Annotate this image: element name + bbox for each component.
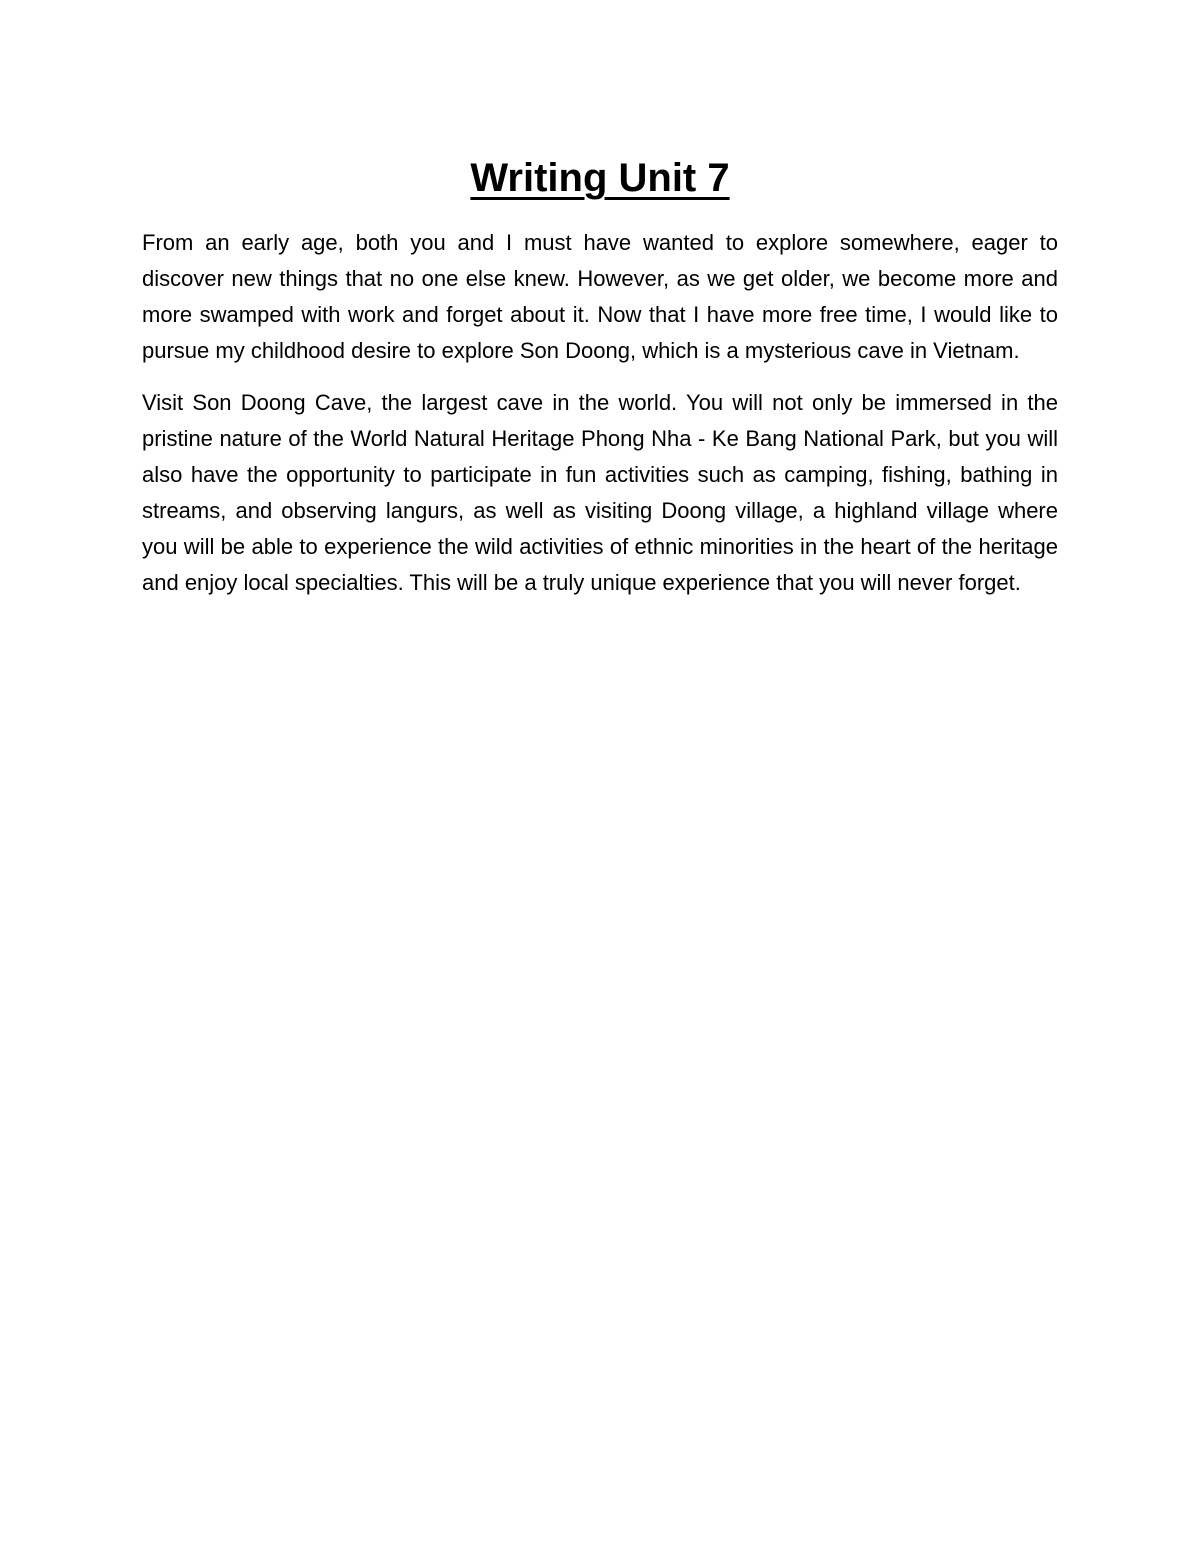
paragraph-intro: From an early age, both you and I must have wanted to explore somewhere, eager to discover new things that no one else knew. However, as we get older, we become more and more swamped with work and forget about it. Now that I have more free time, I would like to pursue my childhood desire to explore Son Doong, which is a mysterious cave in Vietnam. bbox=[142, 230, 1058, 363]
page-title: Writing Unit 7 bbox=[470, 156, 730, 200]
document-body bbox=[142, 225, 1058, 617]
paragraph-son-doong: Visit Son Doong Cave, the largest cave in the world. You will not only be immersed in the pristine nature of the World Natural Heritage Phong Nha - Ke Bang National Park, but you will also have the opportunity to participate in fun activities such as camping, fishing, bathing in streams, and observing langurs, as well as visiting Doong village, a highland village where you will be able to experience the wild activities of ethnic minorities in the heart of the heritage and enjoy local specialties. This will be a truly unique experience that you will never forget. bbox=[142, 390, 1058, 595]
